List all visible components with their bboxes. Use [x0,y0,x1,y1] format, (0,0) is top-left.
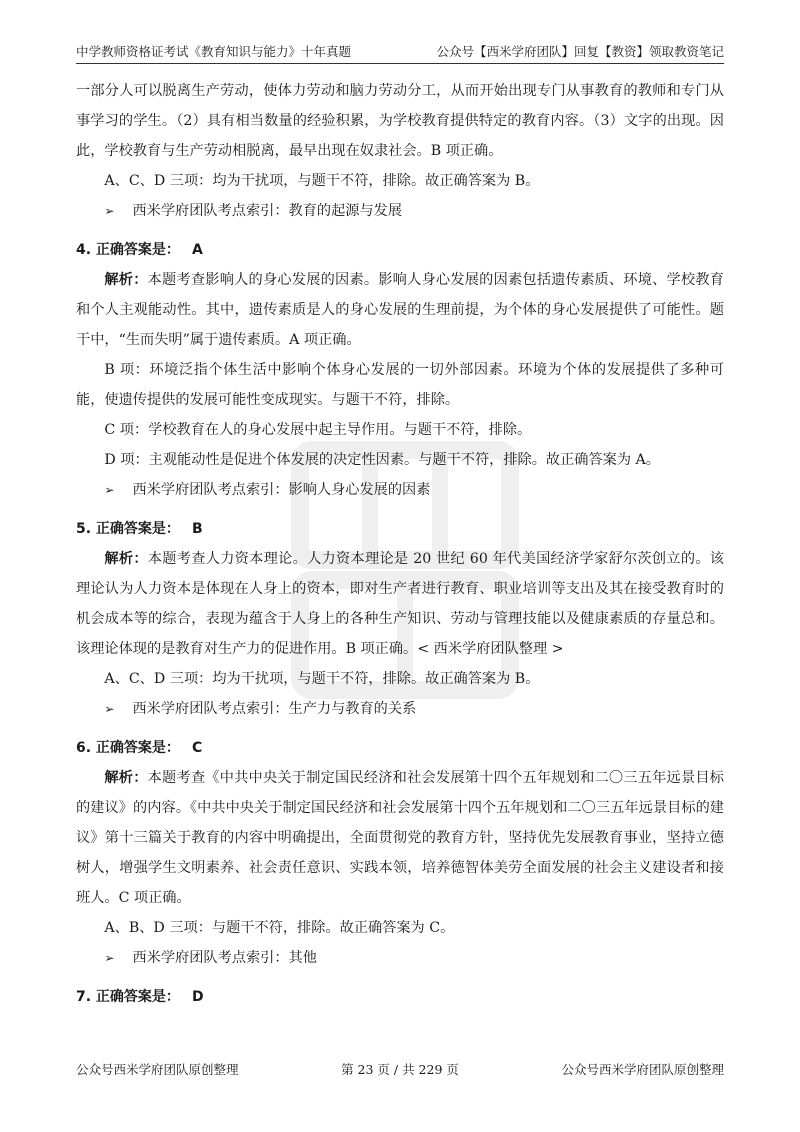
question-6-heading [76,733,724,763]
question-4-option-d: D 项：主观能动性是促进个体发展的决定性因素。与题干不符，排除。故正确答案为 A。 [104,452,660,468]
question-5-heading [76,514,724,544]
question-5-index [76,694,724,724]
page-header [76,38,724,64]
index-text: 西米学府团队考点索引：影响人身心发展的因素 [132,482,431,498]
page-content [76,76,724,1012]
index-text: 西米学府团队考点索引：教育的起源与发展 [132,203,403,219]
header-left-title: 中学教师资格证考试《教育知识与能力》十年真题 [76,44,352,59]
index-text: 西米学府团队考点索引：生产力与教育的关系 [132,701,417,717]
arrow-right-icon: ➢ [104,951,115,965]
question-head: 5. 正确答案是： [76,521,180,537]
analysis-text: 本题考查影响人的身心发展的因素。影响人身心发展的因素包括遗传素质、环境、学校教育和个人主观能动性。其中，遗传素质是人的身心发展的生理前提，为个体的身心发展提供了可能性。题干中，“生而失明”属于遗传素质。A 项正确。 [76,272,724,348]
analysis-text: 本题考查人力资本理论。人力资本理论是 20 世纪 60 年代美国经济学家舒尔茨创立的。该理论认为人力资本是体现在人身上的资本，即对生产者进行教育、职业培训等支出及其在接受教育时的机会成本等的综合，表现为蕴含于人身上的各种生产知识、劳动与管理技能以及健康素质的存量总和。该理论体现的是教育对生产力的促进作用。B 项正确。< 西米学府团队整理 > [76,551,724,657]
question-6-options: A、B、D 三项：与题干不符，排除。故正确答案为 C。 [104,920,455,936]
index-text: 西米学府团队考点索引：其他 [132,950,317,966]
question-5-options: A、C、D 三项：均为干扰项，与题干不符，排除。故正确答案为 B。 [104,671,540,687]
footer-right: 公众号西米学府团队原创整理 [561,1062,724,1077]
analysis-label: 解析： [104,272,148,288]
question-4-analysis [76,265,724,355]
arrow-right-icon: ➢ [104,204,115,218]
question-head: 7. 正确答案是： [76,989,180,1005]
question-5-analysis [76,544,724,664]
question-4-index [76,475,724,505]
analysis-label: 解析： [104,770,148,786]
question-4-option-c: C 项：学校教育在人的身心发展中起主导作用。与题干不符，排除。 [104,422,532,438]
page-footer [76,1060,724,1078]
continued-index [76,196,724,226]
question-7-heading [76,982,724,1012]
question-6-analysis [76,763,724,913]
analysis-text: 本题考查《中共中央关于制定国民经济和社会发展第十四个五年规划和二〇三五年远景目标的建议》的内容。《中共中央关于制定国民经济和社会发展第十四个五年规划和二〇三五年远景目标的建议》第十三篇关于教育的内容中明确提出，全面贯彻党的教育方针，坚持优先发展教育事业，坚持立德树人，增强学生文明素养、社会责任意识、实践本领，培养德智体美劳全面发展的社会主义建设者和接班人。C 项正确。 [76,770,724,906]
question-answer: B [191,521,203,537]
question-answer: C [191,740,203,756]
continued-options: A、C、D 三项：均为干扰项，与题干不符，排除。故正确答案为 B。 [104,173,540,189]
page-number: 第 23 页 / 共 229 页 [341,1062,459,1077]
footer-left: 公众号西米学府团队原创整理 [76,1062,239,1077]
question-4-heading [76,235,724,265]
question-answer: D [191,989,204,1005]
analysis-label: 解析： [104,551,148,567]
arrow-right-icon: ➢ [104,702,115,716]
question-6-index [76,943,724,973]
header-right-note: 公众号【西米学府团队】回复【教资】领取教资笔记 [436,44,724,59]
question-answer: A [191,242,203,258]
question-head: 6. 正确答案是： [76,740,180,756]
question-4-option-b: B 项：环境泛指个体生活中影响个体身心发展的一切外部因素。环境为个体的发展提供了多种可能，使遗传提供的发展可能性变成现实。与题干不符，排除。 [76,362,724,408]
continued-analysis: 一部分人可以脱离生产劳动，使体力劳动和脑力劳动分工，从而开始出现专门从事教育的教师和专门从事学习的学生。（2）具有相当数量的经验积累，为学校教育提供特定的教育内容。（3）文字的出现。因此，学校教育与生产劳动相脱离，最早出现在奴隶社会。B 项正确。 [76,83,724,159]
question-head: 4. 正确答案是： [76,242,180,258]
arrow-right-icon: ➢ [104,483,115,497]
